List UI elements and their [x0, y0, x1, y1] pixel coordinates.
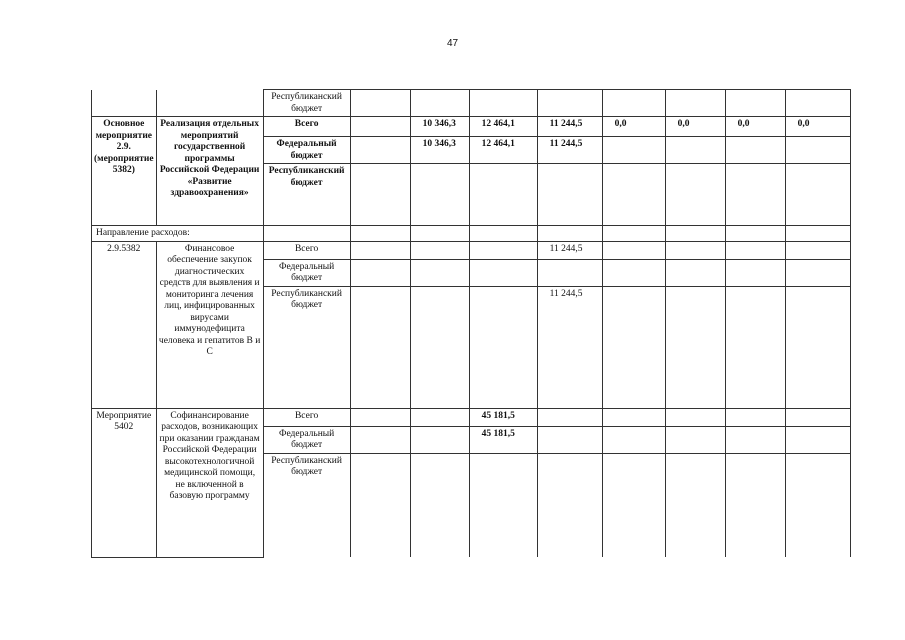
table-cell: 10 346,3 — [410, 117, 469, 137]
table-cell — [350, 286, 410, 408]
table-cell — [785, 241, 850, 259]
source-cell: Всего — [263, 117, 350, 137]
table-cell — [602, 137, 665, 164]
table-cell: 11 244,5 — [537, 286, 602, 408]
table-cell: 0,0 — [665, 117, 725, 137]
table-cell — [602, 226, 665, 242]
table-cell — [785, 286, 850, 408]
table-cell — [537, 226, 602, 242]
table-row — [92, 90, 851, 117]
table-cell — [725, 408, 785, 426]
table-cell — [602, 241, 665, 259]
table-cell — [785, 90, 850, 117]
table-cell — [537, 164, 602, 226]
table-cell — [785, 164, 850, 226]
table-cell — [537, 259, 602, 286]
table-cell: 10 346,3 — [410, 137, 469, 164]
table-cell: 11 244,5 — [537, 137, 602, 164]
page-number: 47 — [446, 38, 459, 49]
table-cell — [350, 453, 410, 557]
table-cell — [92, 90, 157, 117]
table-cell — [537, 90, 602, 117]
source-cell: Республиканский бюджет — [263, 453, 350, 557]
table-cell — [665, 408, 725, 426]
code-cell: Мероприятие 5402 — [92, 408, 157, 557]
table-cell — [469, 259, 537, 286]
table-cell: 0,0 — [785, 117, 850, 137]
source-cell: Всего — [263, 408, 350, 426]
budget-table — [91, 89, 851, 558]
table-cell — [602, 408, 665, 426]
table-cell — [785, 137, 850, 164]
table-cell — [725, 226, 785, 242]
table-cell — [350, 90, 410, 117]
table-cell — [469, 286, 537, 408]
table-cell — [665, 164, 725, 226]
table-cell: 11 244,5 — [537, 241, 602, 259]
table-cell — [350, 426, 410, 453]
table-cell — [725, 164, 785, 226]
table-cell — [665, 241, 725, 259]
table-row — [92, 117, 851, 137]
code-cell: Основное мероприятие 2.9. (мероприятие 5382) — [92, 117, 157, 226]
table-cell — [410, 241, 469, 259]
table-cell — [410, 426, 469, 453]
source-cell: Федеральный бюджет — [263, 259, 350, 286]
table-cell — [469, 241, 537, 259]
table-cell — [785, 453, 850, 557]
table-cell — [725, 426, 785, 453]
table-cell — [725, 90, 785, 117]
table-cell — [665, 137, 725, 164]
table-cell — [725, 286, 785, 408]
table-cell — [410, 164, 469, 226]
table-cell — [469, 226, 537, 242]
table-row — [92, 241, 851, 259]
name-cell: Софинансирование расходов, возникающих при оказании гражданам Российской Федерации высокотехнологичной медицинской помощи, не включенной в базовую программу — [156, 408, 263, 557]
table-cell — [537, 453, 602, 557]
table-cell — [665, 426, 725, 453]
table-cell — [410, 408, 469, 426]
table-cell — [410, 453, 469, 557]
directions-label: Направление расходов: — [92, 226, 264, 242]
table-cell — [725, 453, 785, 557]
name-cell: Финансовое обеспечение закупок диагностических средств для выявления и мониторинга лечения лиц, инфицированных вирусами иммунодефицита человека и гепатитов В и С — [156, 241, 263, 408]
table-cell — [410, 259, 469, 286]
table-cell — [410, 226, 469, 242]
table-cell — [410, 286, 469, 408]
table-cell — [469, 453, 537, 557]
table-cell — [469, 90, 537, 117]
table-cell: 45 181,5 — [469, 408, 537, 426]
table-cell — [725, 241, 785, 259]
table-cell — [785, 226, 850, 242]
table-cell: 12 464,1 — [469, 137, 537, 164]
table-row — [92, 408, 851, 426]
table-cell — [263, 226, 350, 242]
table-cell — [785, 259, 850, 286]
table-cell — [537, 426, 602, 453]
table-cell: 0,0 — [725, 117, 785, 137]
table-cell — [665, 90, 725, 117]
table-cell — [602, 453, 665, 557]
table-cell — [665, 453, 725, 557]
table-cell: 12 464,1 — [469, 117, 537, 137]
source-cell: Республиканский бюджет — [263, 90, 350, 117]
table-cell — [350, 241, 410, 259]
code-cell: 2.9.5382 — [92, 241, 157, 408]
table-cell — [350, 164, 410, 226]
table-cell — [785, 426, 850, 453]
table-cell — [725, 137, 785, 164]
table-cell — [350, 259, 410, 286]
table-cell — [602, 426, 665, 453]
table-cell: 0,0 — [602, 117, 665, 137]
table-cell — [725, 259, 785, 286]
source-cell: Всего — [263, 241, 350, 259]
source-cell: Федеральный бюджет — [263, 137, 350, 164]
table-cell — [602, 286, 665, 408]
name-cell: Реализация отдельных мероприятий государственной программы Российской Федерации «Развитие здравоохранения» — [156, 117, 263, 226]
source-cell: Республиканский бюджет — [263, 286, 350, 408]
table-cell — [602, 164, 665, 226]
table-cell: 11 244,5 — [537, 117, 602, 137]
table-cell — [665, 226, 725, 242]
table-cell — [469, 164, 537, 226]
table-row — [92, 226, 851, 242]
table-cell — [410, 90, 469, 117]
table-cell — [665, 259, 725, 286]
table-cell — [350, 226, 410, 242]
table-cell — [785, 408, 850, 426]
source-cell: Республиканский бюджет — [263, 164, 350, 226]
table-cell — [602, 259, 665, 286]
table-cell — [350, 408, 410, 426]
table-cell — [537, 408, 602, 426]
table-cell: 45 181,5 — [469, 426, 537, 453]
table-cell — [602, 90, 665, 117]
table-cell — [350, 137, 410, 164]
table-cell — [350, 117, 410, 137]
table-cell — [156, 90, 263, 117]
source-cell: Федеральный бюджет — [263, 426, 350, 453]
table-cell — [665, 286, 725, 408]
